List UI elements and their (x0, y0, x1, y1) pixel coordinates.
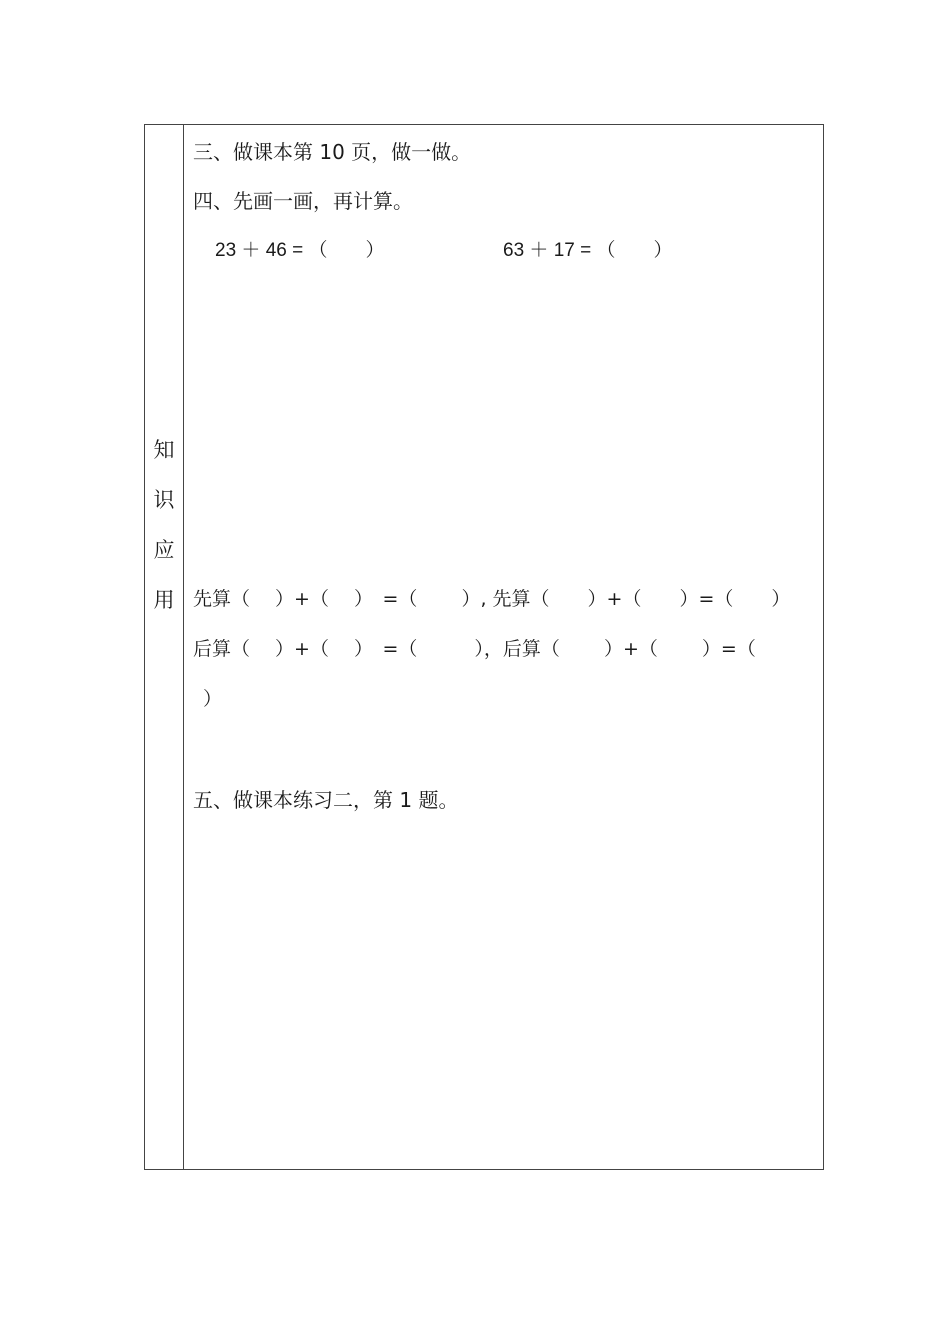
first-step-row: 先算（ ）+（ ） =（ ）, 先算（ ）+（ ）=（ ） (193, 588, 791, 610)
worksheet-table (144, 124, 824, 1170)
equation-2: 63 ＋ 17 = （ ） (503, 240, 673, 261)
second-step-row: 后算（ ）+（ ） =（ ），后算（ ）+（ ）=（ (193, 638, 756, 660)
item-5-text: 五、做课本练习二，第 1 题。 (193, 788, 459, 812)
section-label-char: 知 (153, 438, 175, 462)
section-label-char: 识 (153, 488, 175, 512)
section-label-knowledge-application (145, 433, 183, 633)
section-label-char: 应 (153, 538, 175, 562)
column-divider (183, 125, 184, 1169)
item-4-text: 四、先画一画，再计算。 (193, 189, 413, 213)
item-3-text: 三、做课本第 10 页，做一做。 (193, 140, 472, 164)
second-step-row-continued: ） (203, 688, 223, 710)
section-label-char: 用 (153, 588, 175, 612)
equation-1: 23 ＋ 46 = （ ） (215, 240, 385, 261)
